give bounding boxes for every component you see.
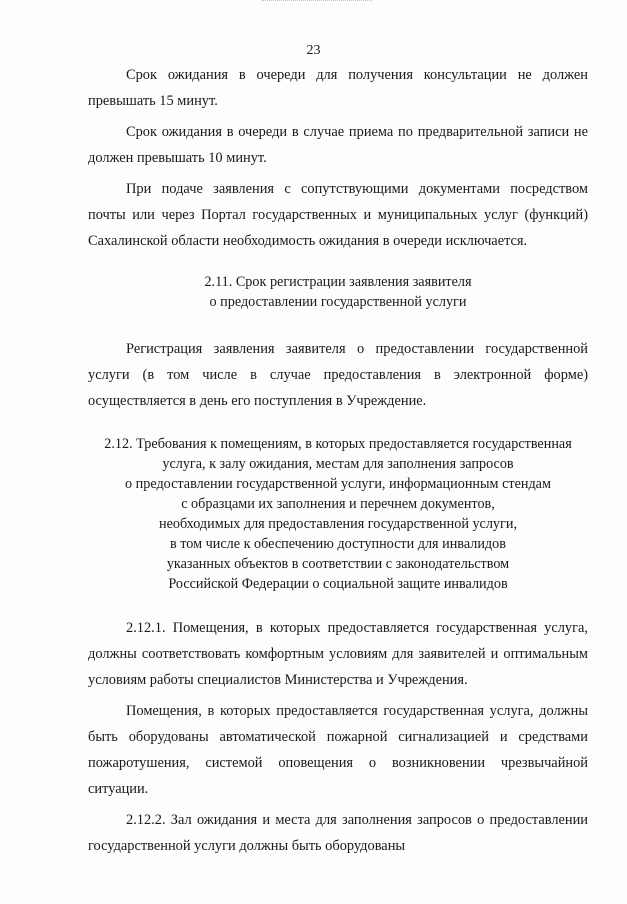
heading-2-12-line: указанных объектов в соответствии с законодательством [166,556,510,572]
heading-2-11-line: о предоставлении государственной услуги [209,294,467,310]
heading-2-12-line: необходимых для предоставления государственной услуги, [159,516,517,532]
text-column-top [88,62,588,254]
heading-2-12-line: услуга, к залу ожидания, местам для заполнения запросов [162,456,514,472]
heading-2-12-line: о предоставлении государственной услуги, информационным стендам [125,476,551,492]
heading-2-12-line: в том числе к обеспечению доступности для инвалидов [170,536,506,552]
paragraph-premises-fire-safety: Помещения, в которых предоставляется государственная услуга, должны быть оборудованы автоматической пожарной сигнализацией и средствами пожаротушения, системой оповещения о возникновении чрезвычайной ситуации. [88,703,588,797]
paragraph-premises-comfort: 2.12.1. Помещения, в которых предоставляется государственная услуга, должны соответствовать комфортным условиям для заявителей и оптимальным условиям работы специалистов Министерства и Учреждения. [88,620,588,688]
section-heading-2-11 [88,272,588,312]
paragraph-queue-appointment: Срок ожидания в очереди в случае приема по предварительной записи не должен превышать 10 минут. [88,124,588,166]
heading-2-12-line: Российской Федерации о социальной защите инвалидов [168,576,508,592]
section-heading-2-12 [84,434,592,594]
heading-2-12-line: 2.12. Требования к помещениям, в которых предоставляется государственная [104,436,572,452]
paragraph-registration: Регистрация заявления заявителя о предоставлении государственной услуги (в том числе в случае предоставления в электронной форме) осуществляется в день его поступления в Учреждение. [88,341,588,409]
text-column-registration [88,336,588,414]
text-column-bottom [88,615,588,859]
paragraph-queue-consultation: Срок ожидания в очереди для получения консультации не должен превышать 15 минут. [88,67,588,109]
page-number: 23 [306,43,321,58]
paragraph-no-queue-online: При подаче заявления с сопутствующими документами посредством почты или через Портал государственных и муниципальных услуг (функций) Сахалинской области необходимость ожидания в очереди исключается. [88,181,588,249]
paragraph-waiting-hall: 2.12.2. Зал ожидания и места для заполнения запросов о предоставлении государственной услуги должны быть оборудованы [88,812,588,854]
scan-artifact [262,0,372,7]
heading-2-12-line: с образцами их заполнения и перечнем документов, [181,496,495,512]
heading-2-11-line: 2.11. Срок регистрации заявления заявителя [204,274,472,290]
